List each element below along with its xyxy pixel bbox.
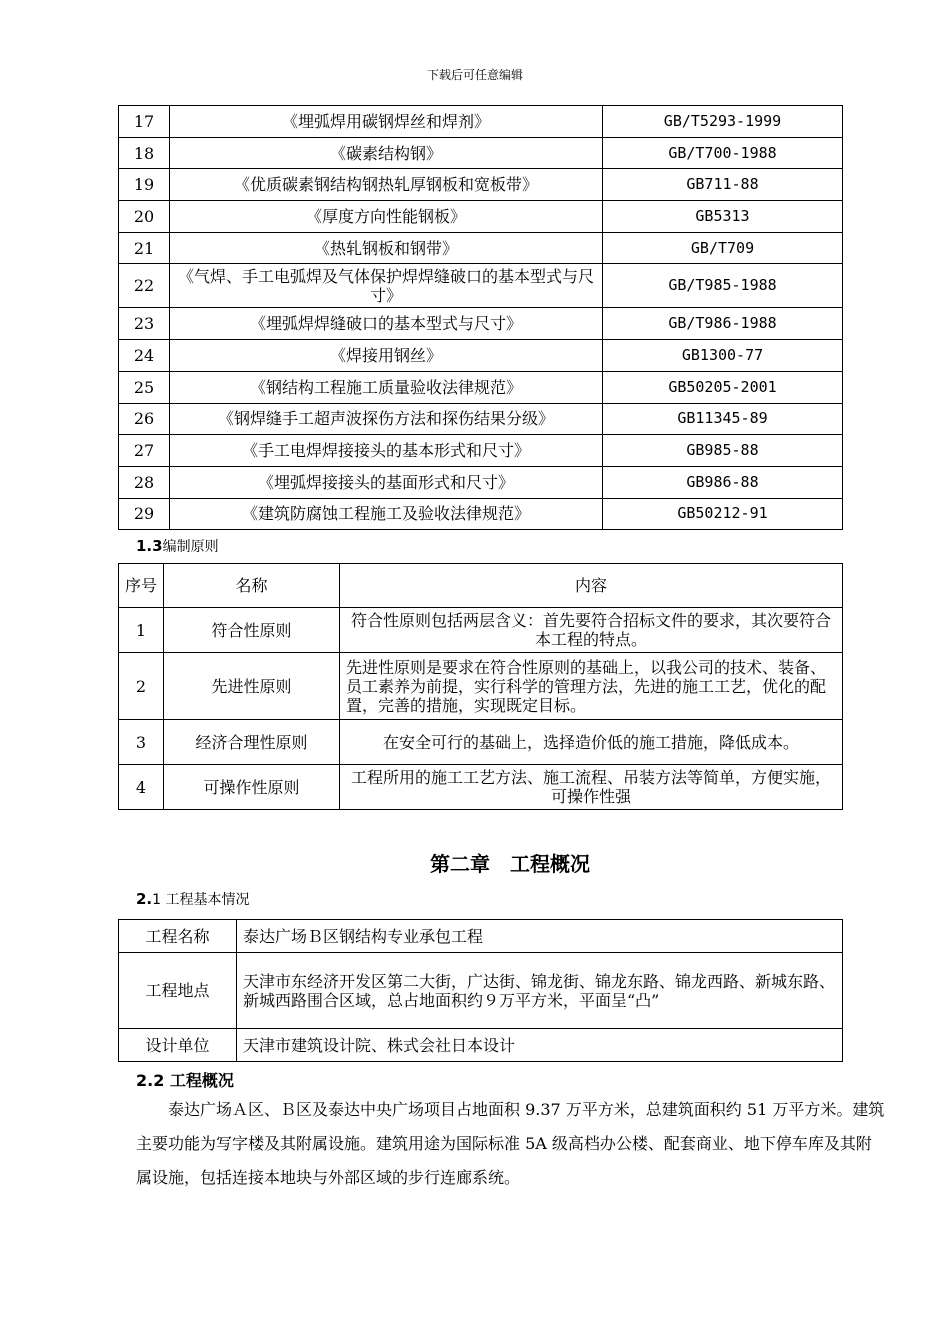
std-name: 《钢结构工程施工质量验收法律规范》 [170, 371, 603, 403]
std-name: 《优质碳素钢结构钢热轧厚钢板和宽板带》 [170, 169, 603, 201]
std-code: GB/T709 [603, 232, 843, 264]
section-2-1-heading [136, 889, 250, 909]
std-name: 《埋弧焊用碳钢焊丝和焊剂》 [170, 106, 603, 138]
std-code: GB11345-89 [603, 403, 843, 435]
table-row [119, 653, 843, 720]
std-name: 《钢焊缝手工超声波探伤方法和探伤结果分级》 [170, 403, 603, 435]
table-row [119, 498, 843, 530]
section-1-3-heading [136, 536, 219, 556]
table-row [119, 232, 843, 264]
table-row [119, 340, 843, 372]
std-name: 《手工电焊焊接接头的基本形式和尺寸》 [170, 435, 603, 467]
standards-table [118, 105, 843, 530]
chapter-number: 第二章 [430, 852, 490, 876]
table-row [119, 466, 843, 498]
section-number: 2. [136, 890, 153, 908]
std-number: 19 [119, 169, 170, 201]
std-name: 《建筑防腐蚀工程施工及验收法律规范》 [170, 498, 603, 530]
std-code: GB50212-91 [603, 498, 843, 530]
row-idx: 4 [119, 765, 164, 810]
header-idx: 序号 [119, 564, 164, 608]
std-code: GB985-88 [603, 435, 843, 467]
page-header-note: 下载后可任意编辑 [426, 68, 523, 82]
chapter-title: 工程概况 [510, 852, 590, 876]
table-row [119, 765, 843, 810]
table-row [119, 264, 843, 308]
section-number: 1.3 [136, 537, 163, 555]
std-number: 29 [119, 498, 170, 530]
row-content: 符合性原则包括两层含义：首先要符合招标文件的要求，其次要符合本工程的特点。 [340, 608, 843, 653]
principles-header-row [119, 564, 843, 608]
std-code: GB/T5293-1999 [603, 106, 843, 138]
table-row [119, 106, 843, 138]
std-number: 22 [119, 264, 170, 308]
row-idx: 1 [119, 608, 164, 653]
principles-table [118, 563, 843, 810]
chapter-heading [0, 848, 950, 877]
std-code: GB5313 [603, 201, 843, 233]
overview-paragraph: 泰达广场Ａ区、Ｂ区及泰达中央广场项目占地面积 9.37 万平方米，总建筑面积约 51 万平方米。建筑主要功能为写字楼及其附属设施。建筑用途为国际标准 5A 级高档办公楼、配套商业、地下停车库及其附属设施，包括连接本地块与外部区域的步行连廊系统。 [136, 1100, 885, 1187]
section-2-2-heading: 2.2 工程概况 [136, 1071, 234, 1090]
std-code: GB/T985-1988 [603, 264, 843, 308]
std-number: 23 [119, 308, 170, 340]
std-code: GB986-88 [603, 466, 843, 498]
row-content: 先进性原则是要求在符合性原则的基础上，以我公司的技术、装备、员工素养为前提，实行科学的管理方法，先进的施工工艺，优化的配置，完善的措施，实现既定目标。 [340, 653, 843, 720]
table-row [119, 435, 843, 467]
std-number: 17 [119, 106, 170, 138]
row-idx: 2 [119, 653, 164, 720]
section-title: 编制原则 [162, 539, 219, 555]
std-code: GB1300-77 [603, 340, 843, 372]
std-name: 《热轧钢板和钢带》 [170, 232, 603, 264]
std-name: 《气焊、手工电弧焊及气体保护焊焊缝破口的基本型式与尺寸》 [170, 264, 603, 308]
table-row [119, 1029, 843, 1062]
std-number: 26 [119, 403, 170, 435]
std-name: 《埋弧焊焊缝破口的基本型式与尺寸》 [170, 308, 603, 340]
table-row [119, 169, 843, 201]
table-row [119, 308, 843, 340]
table-row [119, 137, 843, 169]
table-row [119, 371, 843, 403]
table-row [119, 403, 843, 435]
std-number: 28 [119, 466, 170, 498]
info-value: 泰达广场Ｂ区钢结构专业承包工程 [237, 920, 843, 953]
std-name: 《埋弧焊接接头的基面形式和尺寸》 [170, 466, 603, 498]
std-name: 《碳素结构钢》 [170, 137, 603, 169]
std-number: 20 [119, 201, 170, 233]
row-name: 先进性原则 [164, 653, 340, 720]
table-row [119, 953, 843, 1029]
row-name: 可操作性原则 [164, 765, 340, 810]
table-row [119, 201, 843, 233]
std-code: GB711-88 [603, 169, 843, 201]
row-name: 符合性原则 [164, 608, 340, 653]
row-name: 经济合理性原则 [164, 720, 340, 765]
info-value: 天津市东经济开发区第二大街，广达街、锦龙街、锦龙东路、锦龙西路、新城东路、新城西路围合区域，总占地面积约９万平方米，平面呈“凸” [237, 953, 843, 1029]
info-value: 天津市建筑设计院、株式会社日本设计 [237, 1029, 843, 1062]
std-name: 《厚度方向性能钢板》 [170, 201, 603, 233]
project-info-table [118, 919, 843, 1062]
table-row [119, 920, 843, 953]
table-row [119, 608, 843, 653]
section-title: 1 工程基本情况 [152, 892, 250, 908]
info-label: 设计单位 [119, 1029, 237, 1062]
std-name: 《焊接用钢丝》 [170, 340, 603, 372]
row-content: 在安全可行的基础上，选择造价低的施工措施，降低成本。 [340, 720, 843, 765]
row-content: 工程所用的施工工艺方法、施工流程、吊装方法等简单，方便实施，可操作性强 [340, 765, 843, 810]
info-label: 工程名称 [119, 920, 237, 953]
std-code: GB/T986-1988 [603, 308, 843, 340]
table-row [119, 720, 843, 765]
std-number: 25 [119, 371, 170, 403]
std-code: GB50205-2001 [603, 371, 843, 403]
row-idx: 3 [119, 720, 164, 765]
info-label: 工程地点 [119, 953, 237, 1029]
std-number: 24 [119, 340, 170, 372]
std-number: 27 [119, 435, 170, 467]
header-content: 内容 [340, 564, 843, 608]
std-number: 18 [119, 137, 170, 169]
header-name: 名称 [164, 564, 340, 608]
std-number: 21 [119, 232, 170, 264]
std-code: GB/T700-1988 [603, 137, 843, 169]
